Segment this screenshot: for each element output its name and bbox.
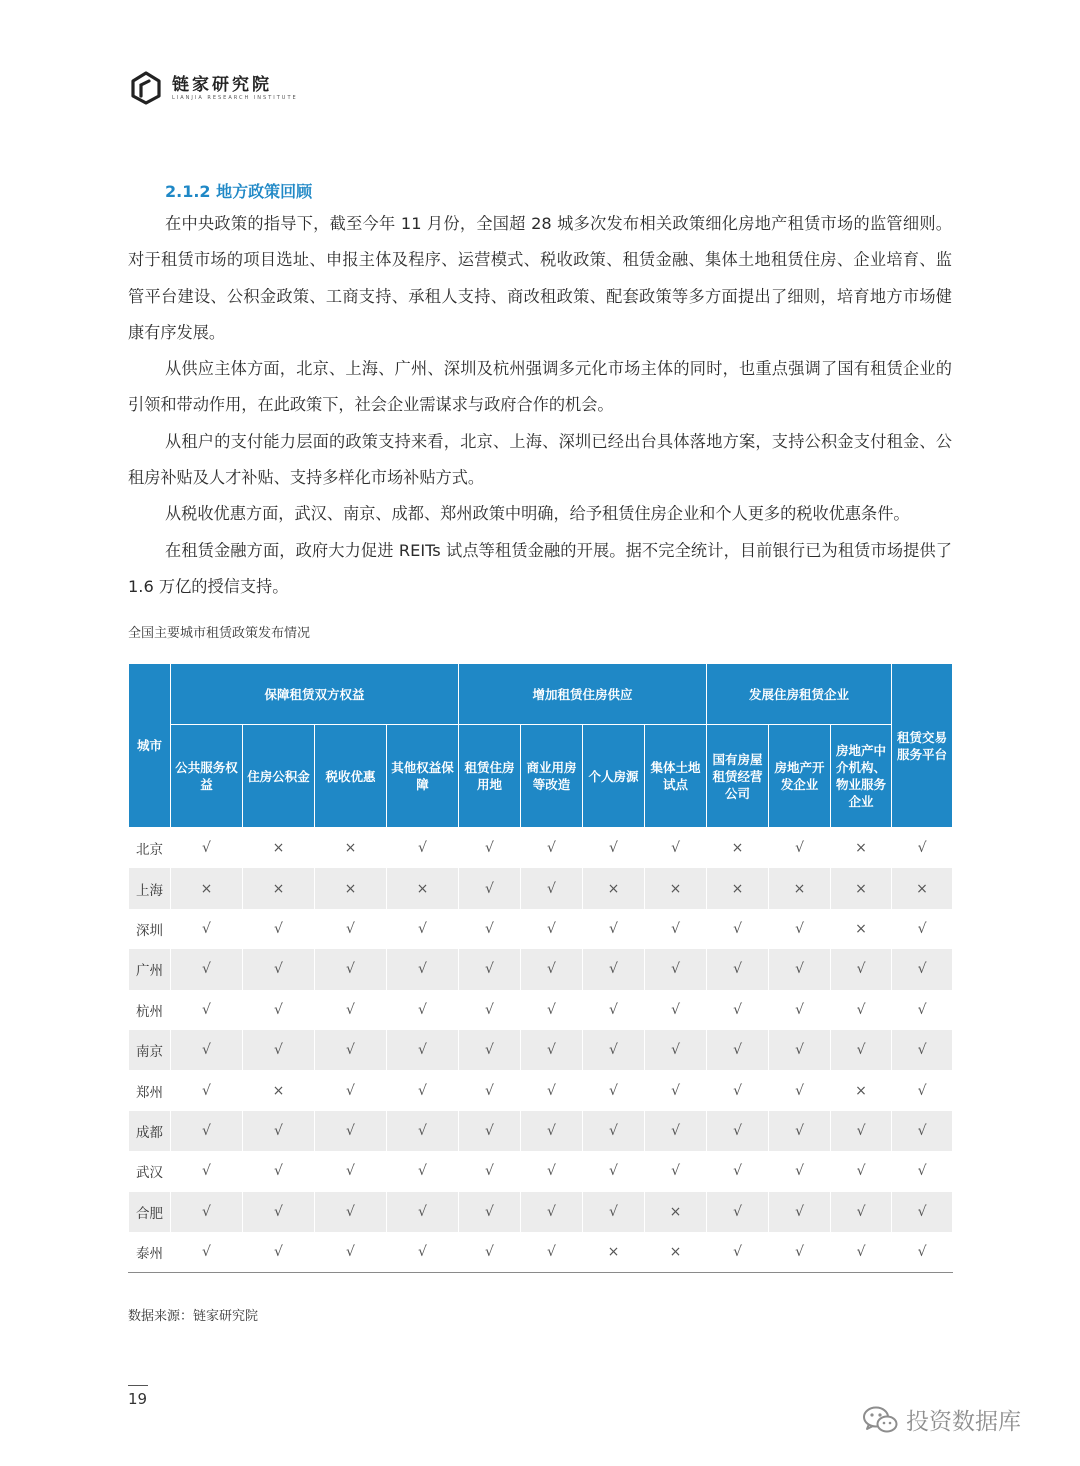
group-header: 发展住房租赁企业 — [707, 664, 892, 725]
city-cell: 武汉 — [129, 1151, 171, 1191]
policy-cell: √ — [892, 1030, 953, 1070]
policy-cell: √ — [315, 949, 387, 989]
policy-cell: √ — [831, 1111, 892, 1151]
policy-cell: √ — [583, 1070, 645, 1110]
policy-cell: √ — [769, 909, 831, 949]
table-row — [129, 909, 953, 949]
city-cell: 深圳 — [129, 909, 171, 949]
data-source: 数据来源：链家研究院 — [128, 1309, 259, 1324]
policy-cell: √ — [645, 990, 707, 1030]
policy-cell: √ — [243, 909, 315, 949]
policy-cell: × — [387, 868, 459, 908]
policy-cell: √ — [459, 1151, 521, 1191]
policy-cell: × — [831, 909, 892, 949]
policy-cell: √ — [583, 1030, 645, 1070]
policy-cell: √ — [171, 1070, 243, 1110]
policy-cell: √ — [707, 1070, 769, 1110]
policy-cell: × — [707, 868, 769, 908]
policy-cell: √ — [831, 1151, 892, 1191]
policy-cell: × — [645, 1232, 707, 1273]
policy-table — [128, 663, 953, 1273]
policy-cell: √ — [315, 1232, 387, 1273]
table-row — [129, 1232, 953, 1273]
policy-cell: √ — [171, 1030, 243, 1070]
paragraph: 从租户的支付能力层面的政策支持来看，北京、上海、深圳已经出台具体落地方案，支持公积金支付租金、公租房补贴及人才补贴、支持多样化市场补贴方式。 — [128, 431, 952, 488]
policy-cell: √ — [459, 868, 521, 908]
city-cell: 成都 — [129, 1111, 171, 1151]
city-cell: 上海 — [129, 868, 171, 908]
policy-cell: √ — [707, 1030, 769, 1070]
table-row — [129, 1111, 953, 1151]
city-cell: 南京 — [129, 1030, 171, 1070]
platform-header: 租赁交易服务平台 — [892, 664, 953, 828]
policy-cell: √ — [707, 1151, 769, 1191]
policy-cell: × — [583, 1232, 645, 1273]
policy-cell: √ — [521, 1192, 583, 1232]
policy-cell: √ — [892, 909, 953, 949]
city-cell: 北京 — [129, 828, 171, 869]
policy-cell: √ — [707, 1192, 769, 1232]
policy-cell: √ — [831, 1232, 892, 1273]
brand-logo — [128, 70, 298, 106]
policy-cell: √ — [459, 828, 521, 869]
page-number: 19 — [128, 1390, 148, 1408]
policy-cell: √ — [769, 1111, 831, 1151]
policy-cell: √ — [583, 909, 645, 949]
policy-cell: √ — [459, 1070, 521, 1110]
policy-cell: √ — [459, 1030, 521, 1070]
policy-cell: √ — [243, 1192, 315, 1232]
paragraph: 在租赁金融方面，政府大力促进 REITs 试点等租赁金融的开展。据不完全统计，目前银行已为租赁市场提供了 1.6 万亿的授信支持。 — [128, 540, 952, 596]
policy-cell: √ — [521, 949, 583, 989]
column-header: 个人房源 — [583, 725, 645, 828]
table-row — [129, 1030, 953, 1070]
brand-subtitle: LIANJIA RESEARCH INSTITUTE — [172, 94, 298, 101]
policy-cell: √ — [892, 990, 953, 1030]
policy-cell: √ — [459, 1111, 521, 1151]
section-heading: 2.1.2 地方政策回顾 — [165, 182, 313, 201]
group-header: 保障租赁双方权益 — [171, 664, 459, 725]
policy-cell: √ — [645, 1111, 707, 1151]
column-header: 税收优惠 — [315, 725, 387, 828]
policy-cell: √ — [521, 1030, 583, 1070]
column-header: 租赁住房用地 — [459, 725, 521, 828]
policy-cell: √ — [521, 868, 583, 908]
policy-cell: √ — [171, 909, 243, 949]
policy-cell: √ — [645, 828, 707, 869]
policy-cell: √ — [769, 949, 831, 989]
group-header: 增加租赁住房供应 — [459, 664, 707, 725]
policy-cell: √ — [831, 990, 892, 1030]
policy-cell: × — [645, 868, 707, 908]
policy-cell: √ — [707, 990, 769, 1030]
policy-cell: √ — [892, 1192, 953, 1232]
column-header: 商业用房等改造 — [521, 725, 583, 828]
policy-cell: √ — [243, 990, 315, 1030]
table-caption: 全国主要城市租赁政策发布情况 — [128, 626, 311, 641]
column-header: 集体土地试点 — [645, 725, 707, 828]
policy-cell: √ — [387, 1030, 459, 1070]
paragraph: 在中央政策的指导下，截至今年 11 月份，全国超 28 城多次发布相关政策细化房地产租赁市场的监管细则。对于租赁市场的项目选址、申报主体及程序、运营模式、税收政策、租赁金融、集体土地租赁住房、企业培育、监管平台建设、公积金政策、工商支持、承租人支持、商改租政策、配套政策等多方面提出了细则，培育地方市场健康有序发展。 — [128, 214, 952, 342]
policy-cell: √ — [387, 909, 459, 949]
policy-cell: × — [707, 828, 769, 869]
column-header: 住房公积金 — [243, 725, 315, 828]
policy-cell: √ — [583, 949, 645, 989]
city-cell: 合肥 — [129, 1192, 171, 1232]
wechat-icon — [862, 1405, 898, 1435]
table-row — [129, 1192, 953, 1232]
table-row — [129, 1151, 953, 1191]
policy-cell: √ — [521, 1232, 583, 1273]
policy-cell: √ — [243, 1151, 315, 1191]
policy-cell: × — [315, 868, 387, 908]
policy-cell: × — [645, 1192, 707, 1232]
paragraph: 从供应主体方面，北京、上海、广州、深圳及杭州强调多元化市场主体的同时，也重点强调了国有租赁企业的引领和带动作用，在此政策下，社会企业需谋求与政府合作的机会。 — [128, 359, 952, 415]
column-header: 国有房屋租赁经营公司 — [707, 725, 769, 828]
column-header: 其他权益保障 — [387, 725, 459, 828]
policy-cell: √ — [707, 1111, 769, 1151]
policy-cell: √ — [171, 1111, 243, 1151]
column-header: 房地产中介机构、物业服务企业 — [831, 725, 892, 828]
policy-cell: √ — [583, 828, 645, 869]
policy-cell: √ — [459, 1232, 521, 1273]
city-cell: 广州 — [129, 949, 171, 989]
policy-cell: √ — [521, 990, 583, 1030]
policy-cell: √ — [645, 1070, 707, 1110]
policy-cell: √ — [315, 1151, 387, 1191]
policy-cell: √ — [769, 1070, 831, 1110]
policy-cell: √ — [171, 828, 243, 869]
policy-cell: √ — [892, 1070, 953, 1110]
policy-cell: √ — [892, 828, 953, 869]
policy-cell: √ — [315, 1111, 387, 1151]
brand-name: 链家研究院 — [172, 74, 272, 95]
policy-cell: √ — [583, 1192, 645, 1232]
policy-cell: √ — [892, 1151, 953, 1191]
policy-cell: √ — [707, 949, 769, 989]
policy-cell: √ — [645, 909, 707, 949]
policy-cell: √ — [521, 1111, 583, 1151]
policy-cell: √ — [459, 909, 521, 949]
city-cell: 杭州 — [129, 990, 171, 1030]
policy-cell: √ — [521, 909, 583, 949]
policy-cell: √ — [387, 949, 459, 989]
policy-cell: √ — [387, 1111, 459, 1151]
policy-cell: √ — [459, 990, 521, 1030]
policy-cell: √ — [171, 1192, 243, 1232]
policy-cell: √ — [243, 1030, 315, 1070]
table-row — [129, 1070, 953, 1110]
policy-cell: √ — [645, 949, 707, 989]
policy-cell: √ — [831, 1192, 892, 1232]
policy-cell: √ — [243, 1232, 315, 1273]
table-row — [129, 949, 953, 989]
watermark-text: 投资数据库 — [906, 1409, 1021, 1435]
policy-cell: √ — [707, 1232, 769, 1273]
policy-cell: √ — [831, 949, 892, 989]
policy-cell: √ — [892, 949, 953, 989]
policy-cell: √ — [521, 828, 583, 869]
policy-cell: √ — [521, 1070, 583, 1110]
policy-cell: √ — [387, 1151, 459, 1191]
policy-cell: × — [831, 1070, 892, 1110]
policy-cell: √ — [387, 828, 459, 869]
policy-cell: √ — [831, 1030, 892, 1070]
policy-cell: √ — [583, 1151, 645, 1191]
policy-cell: √ — [459, 1192, 521, 1232]
column-header: 房地产开发企业 — [769, 725, 831, 828]
policy-cell: √ — [583, 990, 645, 1030]
policy-cell: √ — [171, 990, 243, 1030]
policy-cell: √ — [459, 949, 521, 989]
policy-cell: × — [831, 868, 892, 908]
policy-cell: √ — [645, 1151, 707, 1191]
policy-cell: √ — [769, 828, 831, 869]
policy-cell: √ — [387, 1192, 459, 1232]
policy-cell: √ — [387, 990, 459, 1030]
policy-cell: × — [171, 868, 243, 908]
policy-cell: √ — [243, 949, 315, 989]
policy-cell: √ — [171, 949, 243, 989]
city-cell: 泰州 — [129, 1232, 171, 1273]
policy-cell: √ — [769, 1151, 831, 1191]
body-text — [128, 206, 952, 605]
policy-cell: × — [243, 1070, 315, 1110]
policy-cell: √ — [315, 1030, 387, 1070]
policy-cell: √ — [583, 1111, 645, 1151]
policy-cell: √ — [707, 909, 769, 949]
policy-cell: √ — [315, 1192, 387, 1232]
table-row — [129, 828, 953, 869]
policy-cell: √ — [645, 1030, 707, 1070]
policy-cell: √ — [171, 1232, 243, 1273]
paragraph: 从税收优惠方面，武汉、南京、成都、郑州政策中明确，给予租赁住房企业和个人更多的税收优惠条件。 — [165, 504, 910, 524]
policy-cell: √ — [769, 1232, 831, 1273]
page-number-rule — [128, 1385, 148, 1386]
policy-cell: √ — [769, 1030, 831, 1070]
policy-cell: √ — [243, 1111, 315, 1151]
city-header: 城市 — [129, 664, 171, 828]
policy-cell: √ — [892, 1232, 953, 1273]
policy-cell: × — [583, 868, 645, 908]
policy-cell: × — [769, 868, 831, 908]
policy-cell: √ — [315, 909, 387, 949]
lianjia-logo-icon — [128, 70, 164, 106]
policy-cell: √ — [521, 1151, 583, 1191]
policy-cell: √ — [769, 1192, 831, 1232]
city-cell: 郑州 — [129, 1070, 171, 1110]
table-row — [129, 990, 953, 1030]
policy-cell: √ — [387, 1070, 459, 1110]
policy-cell: √ — [315, 990, 387, 1030]
policy-cell: × — [315, 828, 387, 869]
policy-cell: √ — [171, 1151, 243, 1191]
policy-cell: × — [892, 868, 953, 908]
policy-cell: × — [243, 828, 315, 869]
watermark — [862, 1403, 1021, 1436]
policy-cell: √ — [315, 1070, 387, 1110]
policy-cell: √ — [769, 990, 831, 1030]
policy-cell: √ — [892, 1111, 953, 1151]
policy-cell: × — [243, 868, 315, 908]
table-body — [129, 828, 953, 1273]
table-row — [129, 868, 953, 908]
column-header: 公共服务权益 — [171, 725, 243, 828]
policy-cell: × — [831, 828, 892, 869]
policy-cell: √ — [387, 1232, 459, 1273]
